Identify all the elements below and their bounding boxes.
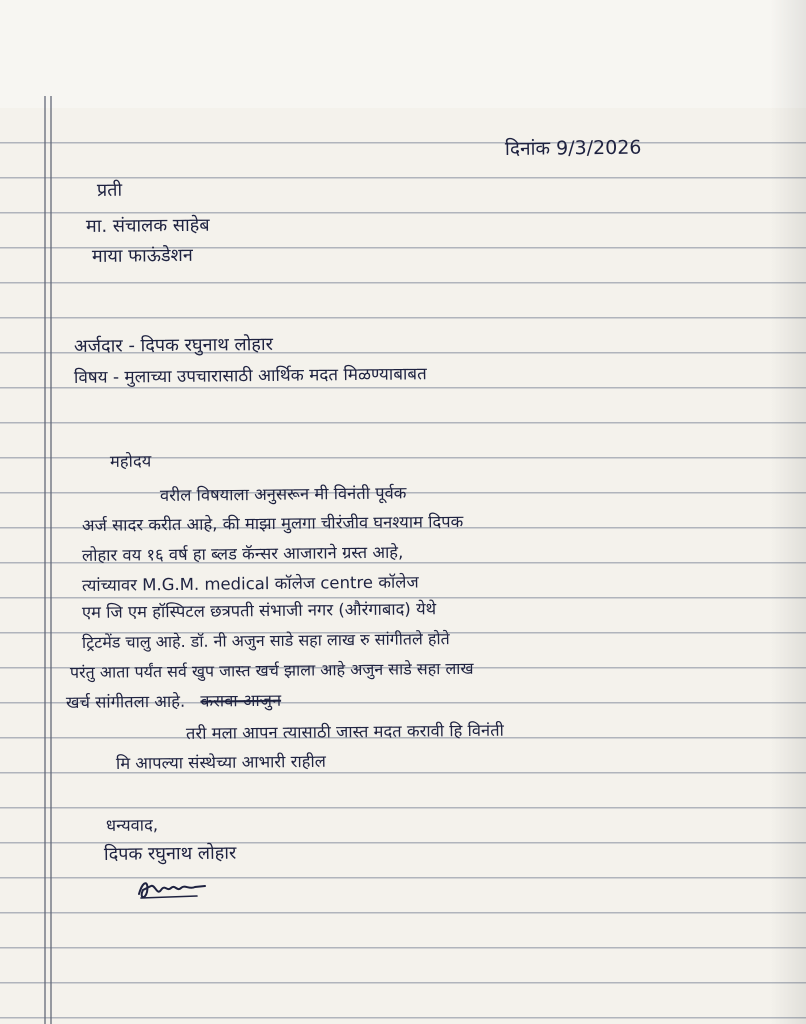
handwritten-signature bbox=[135, 876, 215, 904]
body-line-6: ट्रिटमेंड चालु आहे. डॉ. नी अजुन साडे सहा लाख रु सांगीतले होते bbox=[81, 629, 450, 652]
letter-date: दिनांक 9/3/2026 bbox=[504, 136, 642, 160]
body-line-4: त्यांच्यावर M.G.M. medical कॉलेज centre कॉलेज bbox=[81, 572, 419, 595]
subject-line: विषय - मुलाच्या उपचारासाठी आर्थिक मदत मिळण्याबाबत bbox=[73, 364, 427, 388]
body-line-3: लोहार वय १६ वर्ष हा ब्लड कॅन्सर आजाराने ग्रस्त आहे, bbox=[81, 542, 404, 565]
recipient-line-1: प्रती bbox=[96, 179, 123, 201]
page-edge-shadow bbox=[770, 0, 806, 1024]
body-line-2: अर्ज सादर करीत आहे, की माझा मुलगा चीरंजीव घनश्याम दिपक bbox=[81, 512, 464, 535]
recipient-line-3: माया फाऊंडेशन bbox=[91, 244, 193, 267]
body-line-8-text: खर्च सांगीतला आहे. bbox=[65, 691, 186, 712]
body-line-8 bbox=[65, 690, 282, 712]
struck-out-text: करावा आजुन bbox=[200, 690, 282, 711]
signer-name: दिपक रघुनाथ लोहार bbox=[103, 842, 237, 865]
closing: धन्यवाद, bbox=[105, 815, 159, 835]
applicant-line: अर्जदार - दिपक रघुनाथ लोहार bbox=[73, 333, 274, 357]
body-line-5: एम जि एम हॉस्पिटल छत्रपती संभाजी नगर (औरंगाबाद) येथे bbox=[81, 599, 437, 622]
request-line-1: तरी मला आपन त्यासाठी जास्त मदत करावी हि विनंती bbox=[185, 720, 504, 743]
request-line-2: मि आपल्या संस्थेच्या आभारी राहील bbox=[115, 751, 326, 773]
recipient-line-2: मा. संचालक साहेब bbox=[85, 214, 210, 237]
page-top-margin bbox=[0, 0, 806, 108]
salutation: महोदय bbox=[109, 451, 152, 471]
margin-line bbox=[44, 96, 46, 1024]
body-line-7: परंतु आता पर्यंत सर्व खुप जास्त खर्च झाला आहे अजुन साडे सहा लाख bbox=[69, 658, 474, 682]
margin-line bbox=[50, 96, 52, 1024]
body-line-1: वरील विषयाला अनुसरून मी विनंती पूर्वक bbox=[159, 483, 407, 505]
